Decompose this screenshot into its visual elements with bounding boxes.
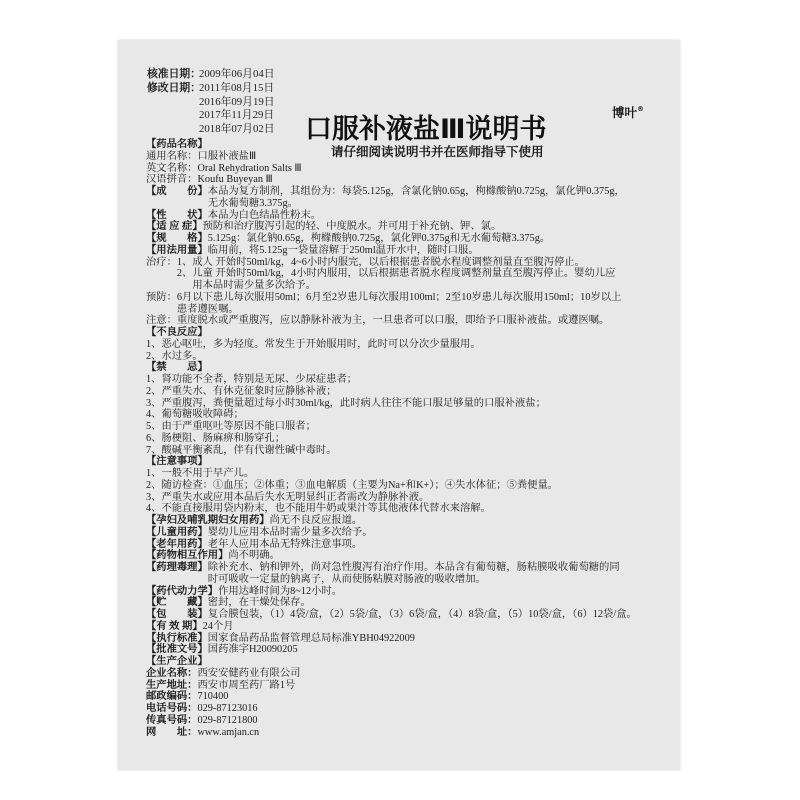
- revision-date-row: [147, 109, 274, 122]
- address-row: [146, 680, 676, 692]
- contraindications-heading: [146, 362, 676, 374]
- indications-row: [146, 221, 676, 233]
- strength-label: 【规 格】: [146, 233, 208, 244]
- approval-number-label: 【批准文号】: [146, 644, 208, 656]
- generic-name: 口服补液盐Ⅲ: [197, 150, 257, 162]
- fax-number: 029-87121800: [197, 714, 258, 726]
- drug-name-heading: [146, 139, 676, 151]
- treatment-row: [146, 268, 676, 280]
- composition-text: 无水葡萄糖3.375g。: [207, 197, 298, 209]
- revision-date-row: [147, 96, 275, 109]
- dosage-note-text: 重度脱水或严重腹泻，应以静脉补液为主，一旦患者可以口服，即给予口服补液盐。或遵医嘱。: [176, 315, 610, 327]
- pediatric-text: 婴幼儿应用本品时需少量多次给予。: [207, 526, 373, 538]
- approval-number-text: 国药准字H20090205: [207, 644, 298, 656]
- approval-date: 2009年06月04日: [199, 68, 275, 80]
- indications-label: 【适 应 症】: [146, 221, 203, 233]
- pinyin-name-row: [146, 174, 676, 186]
- indications-text: 预防和治疗腹泻引起的轻、中度脱水。并可用于补充钠、钾、氯。: [202, 221, 502, 233]
- section-label: 【注意事项】: [146, 456, 208, 468]
- address-label: 生产地址：: [146, 679, 198, 691]
- prevention-text: 6月以下患儿每次服用50ml；6月至2岁患儿每次服用100ml；2至10岁患儿每次服用150ml；10岁以上: [176, 291, 622, 303]
- approval-date-label: 核准日期：: [147, 68, 201, 80]
- website: www.amjan.cn: [197, 726, 260, 738]
- shelf-life-label: 【有 效 期】: [146, 620, 203, 632]
- dosage-note-label: 注意：: [146, 315, 177, 327]
- treatment-row: [146, 280, 676, 292]
- pharmacology-text: 除补充水、钠和钾外，尚对急性腹泻有治疗作用。本品含有葡萄糖，肠粘膜吸收葡萄糖的同: [207, 562, 620, 573]
- registered-mark: ®: [637, 105, 645, 113]
- brand-logo: [612, 106, 644, 120]
- treatment-label: 治疗：: [146, 256, 177, 268]
- phone-row: [146, 703, 676, 715]
- insert-body: [146, 139, 676, 738]
- standard-row: [146, 633, 676, 645]
- list-item: 1、一般不用于早产儿。: [146, 468, 255, 479]
- geriatric-label: 【老年用药】: [146, 538, 208, 550]
- pharmacology-row: [146, 574, 676, 586]
- revision-date: 2011年08月15日: [199, 82, 275, 94]
- generic-name-row: [146, 151, 676, 163]
- list-item: 3、严重失水或应用本品后失水无明显纠正者需改为静脉补液。: [146, 491, 430, 503]
- geriatric-row: [146, 539, 676, 551]
- list-item: 2、水过多。: [146, 350, 203, 362]
- treatment-text: 2、儿童 开始时50ml/kg，4小时内服用，以后根据患者脱水程度调整剂量直至腹泻停止。婴幼儿应: [176, 268, 616, 280]
- composition-row: [146, 198, 676, 210]
- description-row: [146, 210, 676, 222]
- manufacturer-heading: [146, 656, 676, 668]
- pharmacokinetics-text: 作用达峰时间为8~12小时。: [218, 585, 343, 597]
- prevention-row: [146, 304, 676, 316]
- list-item: 4、葡萄糖吸收障碍；: [146, 409, 244, 421]
- approval-date-row: [147, 68, 275, 81]
- brand-name: 博叶: [612, 105, 638, 120]
- address: 西安市周至药厂路1号: [197, 679, 296, 691]
- description-label: 【性 状】: [146, 209, 208, 221]
- company-name: 西安安健药业有限公司: [197, 667, 301, 679]
- prevention-text: 患者遵医嘱。: [176, 303, 239, 315]
- english-name-row: [146, 163, 676, 175]
- pregnancy-text: 尚无不良反应报道。: [269, 515, 363, 526]
- treatment-row: [146, 257, 676, 269]
- revision-date: 2017年11月29日: [199, 109, 275, 121]
- interactions-row: [146, 550, 676, 562]
- company-name-row: [146, 668, 676, 680]
- pinyin-name-label: 汉语拼音：: [146, 174, 198, 186]
- list-item: 2、随访检查：①血压；②体重；③血电解质（主要为Na+和K+）；④失水体征；⑤粪便量。: [146, 479, 559, 491]
- section-label: 【生产企业】: [146, 656, 208, 667]
- pregnancy-label: 【孕妇及哺乳期妇女用药】: [146, 515, 270, 526]
- approval-number-row: [146, 644, 676, 656]
- pediatric-label: 【儿童用药】: [146, 526, 208, 538]
- pregnancy-row: [146, 515, 676, 527]
- shelf-life-row: [146, 621, 676, 633]
- revision-date-label: 修改日期：: [147, 82, 201, 94]
- composition-row: [146, 186, 676, 198]
- storage-row: [146, 597, 676, 609]
- adverse-reactions-heading: [146, 327, 676, 339]
- pediatric-row: [146, 527, 676, 539]
- postcode-row: [146, 691, 676, 703]
- standard-text: 国家食品药品监督管理总局标准YBH04922009: [207, 632, 415, 644]
- list-item: 5、由于严重呕吐等原因不能口服者；: [146, 421, 316, 432]
- list-item: 2、严重失水、有休克征象时应静脉补液；: [146, 385, 337, 397]
- document-title: 口服补液盐Ⅲ说明书: [305, 114, 547, 145]
- pharmacology-row: [146, 562, 676, 574]
- english-name: Oral Rehydration Salts Ⅲ: [197, 162, 302, 174]
- storage-label: 【贮 藏】: [146, 597, 208, 609]
- treatment-text: 用本品时需少量多次给予。: [192, 280, 316, 291]
- generic-name-label: 通用名称：: [146, 150, 198, 162]
- revision-date-row: [147, 123, 275, 136]
- revision-date: 2016年09月19日: [199, 96, 275, 108]
- postcode: 710400: [197, 691, 229, 703]
- list-item: 6、肠梗阻、肠麻痹和肠穿孔；: [146, 432, 286, 444]
- website-label: 网 址：: [146, 726, 198, 738]
- interactions-label: 【药物相互作用】: [146, 550, 229, 562]
- package-insert-sheet: [118, 40, 680, 770]
- storage-text: 密封，在干燥处保存。: [207, 597, 311, 609]
- package-text: 复合膜包装，（1）4袋/盒，（2）5袋/盒，（3）6袋/盒，（4）8袋/盒，（5）10袋/盒，（6）12袋/盒。: [207, 609, 637, 620]
- english-name-label: 英文名称：: [146, 162, 198, 174]
- dosage-text: 临用前，将5.125g一袋量溶解于250ml温开水中，随时口服。: [207, 244, 479, 256]
- composition-text: 本品为复方制剂，其组份为：每袋5.125g，含氯化钠0.65g，枸橼酸钠0.725g，氯化钾0.375g，: [207, 186, 625, 197]
- fax-label: 传真号码：: [146, 714, 198, 726]
- section-label: 【不良反应】: [146, 327, 208, 338]
- strength-text: 5.125g：氯化钠0.65g，枸橼酸钠0.725g，氯化钾0.375g和无水葡萄糖3.375g。: [207, 233, 551, 244]
- treatment-text: 1、成人 开始时50ml/kg，4~6小时内服完，以后根据患者脱水程度调整剂量直至腹泻停止。: [176, 256, 585, 268]
- postcode-label: 邮政编码：: [146, 691, 198, 703]
- list-item: 3、严重腹泻，粪便量超过每小时30ml/kg，此时病人往往不能口服足够量的口服补液盐；: [146, 397, 546, 409]
- strength-row: [146, 233, 676, 245]
- document-subtitle: 请仔细阅读说明书并在医师指导下使用: [331, 144, 544, 159]
- pharmacokinetics-row: [146, 586, 676, 598]
- shelf-life-text: 24个月: [202, 620, 234, 632]
- website-row: [146, 727, 676, 739]
- interactions-text: 尚不明确。: [228, 550, 280, 562]
- pharmacology-label: 【药理毒理】: [146, 562, 208, 573]
- list-item: 1、恶心呕吐，多为轻度。常发生于开始服用时，此时可以分次少量服用。: [146, 338, 481, 350]
- prevention-row: [146, 292, 676, 304]
- description-text: 本品为白色结晶性粉末。: [207, 209, 322, 221]
- revision-date-row: [147, 82, 274, 95]
- section-label: 【禁 忌】: [146, 362, 208, 374]
- revision-date: 2018年07月02日: [199, 123, 275, 135]
- dosage-label: 【用法用量】: [146, 244, 208, 256]
- section-label: 【药品名称】: [146, 139, 208, 150]
- prevention-label: 预防：: [146, 291, 177, 303]
- geriatric-text: 老年人应用本品无特殊注意事项。: [207, 538, 363, 550]
- composition-label: 【成 份】: [146, 186, 208, 197]
- package-label: 【包 装】: [146, 609, 208, 620]
- package-row: [146, 609, 676, 621]
- phone-label: 电话号码：: [146, 703, 198, 714]
- pharmacokinetics-label: 【药代动力学】: [146, 585, 219, 597]
- phone-number: 029-87123016: [197, 703, 258, 714]
- list-item: 7、酸碱平衡紊乱，伴有代谢性碱中毒时。: [146, 444, 337, 456]
- company-name-label: 企业名称：: [146, 667, 198, 679]
- list-item: 1、肾功能不全者，特别是无尿、少尿症患者；: [146, 374, 358, 385]
- dosage-row: [146, 245, 676, 257]
- list-item: 4、不能直接服用袋内粉末，也不能用牛奶或果汁等其他液体代替水来溶解。: [146, 503, 491, 515]
- pharmacology-text: 时可吸收一定量的钠离子，从而使肠粘膜对肠液的吸收增加。: [207, 573, 486, 585]
- pinyin-name: Koufu Buyeyan Ⅲ: [197, 174, 273, 186]
- fax-row: [146, 715, 676, 727]
- dosage-note-row: [146, 315, 676, 327]
- standard-label: 【执行标准】: [146, 632, 208, 644]
- precautions-heading: [146, 456, 676, 468]
